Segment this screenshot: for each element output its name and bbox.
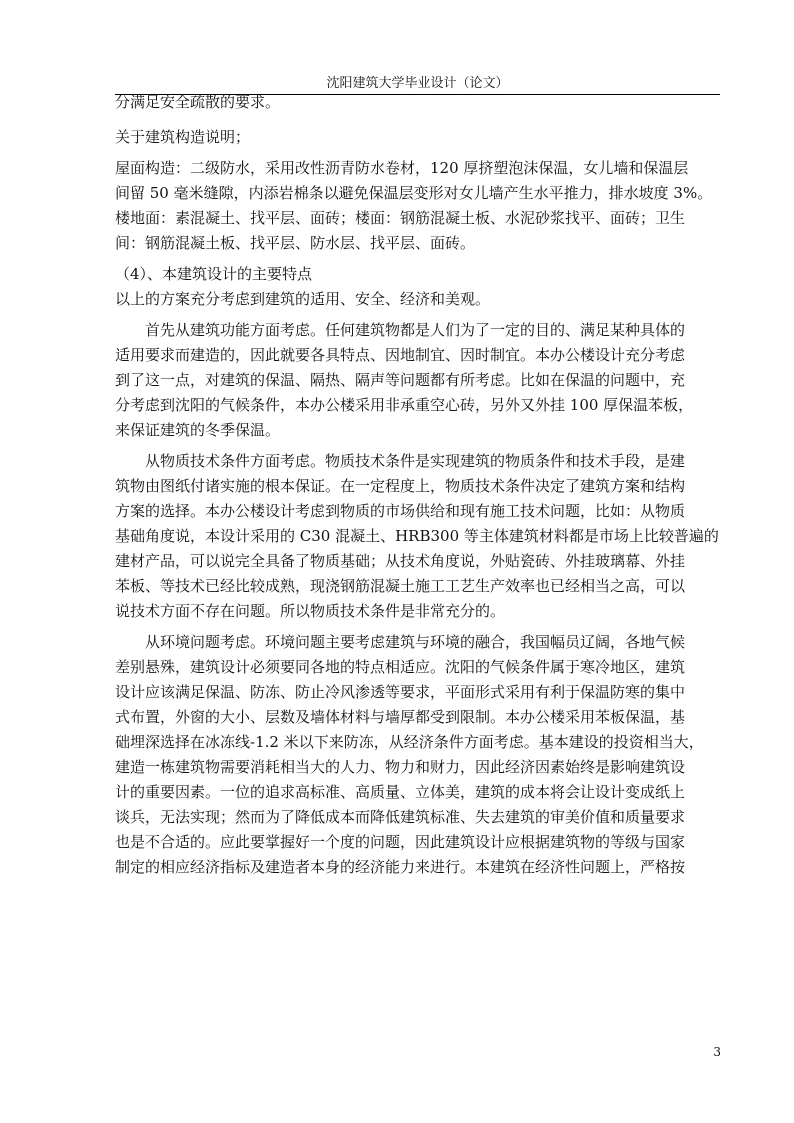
body-line: 从环境问题考虑。环境问题主要考虑建筑与环境的融合，我国幅员辽阔，各地气候 [145, 633, 686, 651]
page-number: 3 [713, 1045, 721, 1059]
body-line: 建材产品，可以说完全具备了物质基础；从技术角度说，外贴瓷砖、外挂玻璃幕、外挂 [115, 552, 686, 570]
document-body [115, 90, 720, 880]
body-line: 建造一栋建筑物需要消耗相当大的人力、物力和财力，因此经济因素始终是影响建筑设 [115, 758, 686, 776]
body-line: 到了这一点，对建筑的保温、隔热、隔声等问题都有所考虑。比如在保温的问题中，充 [115, 371, 686, 389]
body-line: 差别悬殊，建筑设计必须要同各地的特点相适应。沈阳的气候条件属于寒冷地区，建筑 [115, 658, 686, 676]
paragraph-gap [115, 115, 720, 125]
body-line: 础埋深选择在冰冻线-1.2 米以下来防冻，从经济条件方面考虑。基本建设的投资相当大， [115, 733, 704, 751]
body-line: 间留 50 毫米缝隙，内添岩棉条以避免保温层变形对女儿墙产生水平推力，排水坡度 3%。 [115, 184, 713, 202]
body-line: 筑物由图纸付诸实施的根本保证。在一定程度上，物质技术条件决定了建筑方案和结构 [115, 477, 686, 495]
body-line: 式布置，外窗的大小、层数及墙体材料与墙厚都受到限制。本办公楼采用苯板保温，基 [115, 708, 686, 726]
body-line: 分考虑到沈阳的气候条件，本办公楼采用非承重空心砖，另外又外挂 100 厚保温苯板， [115, 396, 694, 414]
body-line: 关于建筑构造说明； [115, 128, 251, 146]
body-line: 楼地面：素混凝土、找平层、面砖；楼面：钢筋混凝土板、水泥砂浆找平、面砖；卫生 [115, 209, 686, 227]
body-line: 计的重要因素。一位的追求高标准、高质量、立体美，建筑的成本将会让设计变成纸上 [115, 783, 686, 801]
body-line: 说技术方面不存在问题。所以物质技术条件是非常充分的。 [115, 602, 506, 620]
body-line: 也是不合适的。应此要掌握好一个度的问题，因此建筑设计应根据建筑物的等级与国家 [115, 833, 686, 851]
body-line: 适用要求而建造的，因此就要各具特点、因地制宜、因时制宜。本办公楼设计充分考虑 [115, 346, 686, 364]
body-line: 以上的方案充分考虑到建筑的适用、安全、经济和美观。 [115, 290, 491, 308]
section-heading: （4）、本建筑设计的主要特点 [115, 265, 313, 283]
body-line: 间：钢筋混凝土板、找平层、防水层、找平层、面砖。 [115, 234, 476, 252]
page-header-title: 沈阳建筑大学毕业设计（论文） [326, 76, 509, 91]
body-line: 设计应该满足保温、防冻、防止冷风渗透等要求，平面形式采用有利于保温防寒的集中 [115, 683, 686, 701]
body-line: 来保证建筑的冬季保温。 [115, 421, 281, 439]
body-line: 从物质技术条件方面考虑。物质技术条件是实现建筑的物质条件和技术手段，是建 [145, 452, 686, 470]
body-line: 苯板、等技术已经比较成熟，现浇钢筋混凝土施工工艺生产效率也已经相当之高，可以 [115, 577, 686, 595]
body-line: 制定的相应经济指标及建造者本身的经济能力来进行。本建筑在经济性问题上，严格按 [115, 858, 686, 876]
body-line: 分满足安全疏散的要求。 [115, 93, 281, 111]
body-line: 首先从建筑功能方面考虑。任何建筑物都是人们为了一定的目的、满足某种具体的 [145, 321, 686, 339]
body-line: 基础角度说，本设计采用的 C30 混凝土、HRB300 等主体建筑材料都是市场上比较普遍的 [115, 527, 719, 545]
body-line: 谈兵，无法实现；然而为了降低成本而降低建筑标准、失去建筑的审美价值和质量要求 [115, 808, 686, 826]
body-line: 方案的选择。本办公楼设计考虑到物质的市场供给和现有施工技术问题，比如：从物质 [115, 502, 686, 520]
body-line: 屋面构造：二级防水，采用改性沥青防水卷材，120 厚挤塑泡沫保温，女儿墙和保温层 [115, 159, 689, 177]
